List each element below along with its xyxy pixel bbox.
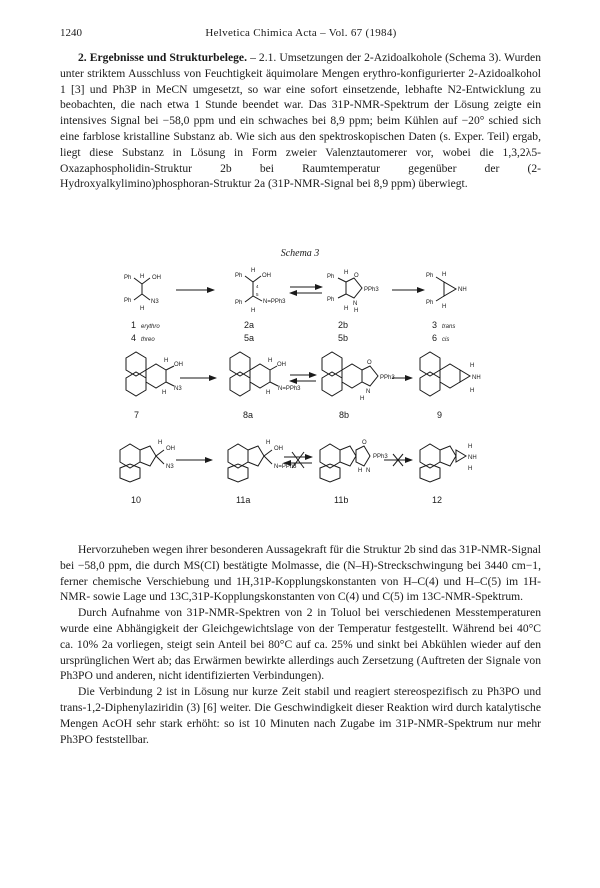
journal-title: Helvetica Chimica Acta – Vol. 67 (1984) bbox=[205, 27, 397, 39]
atom-label: H bbox=[251, 308, 256, 314]
atom-label: Ph bbox=[235, 273, 243, 279]
atom-label: OH bbox=[262, 273, 271, 279]
atom-label: N3 bbox=[151, 299, 159, 305]
paragraph-4: Die Verbindung 2 ist in Lösung nur kurze Zeit stabil und reagiert stereospezifisch zu Ph3PO und trans-1,2-Diphenylaziridin (3) [6] weiter. Die Geschwindigkeit dieser Reaktion wird durch katalytische Mengen AcOH sehr stark erhöht: so ist 10 Minuten nach Zugabe im 31P-NMR-Spektrum nur mehr Ph3PO feststellbar. bbox=[60, 685, 541, 746]
atom-label: H bbox=[158, 440, 163, 446]
atom-label: H bbox=[470, 388, 475, 394]
paragraph-1: – 2.1. Umsetzungen der 2-Azidoalkohole (Schema 3). Wurden unter striktem Ausschluss von Feuchtigkeit äquimolare Mengen erythro-konfigurierter 2-Azidoalkohol 1 [3] und Ph3P in MeCN umgesetzt, so war eine sofort einsetzende, lebhafte N2-Entwicklung zu beobachten, die nach etwa 1 Stunde beendet war. Das 31P-NMR-Spektrum der Lösung zeigte ein intensives Signal bei −58,0 ppm und ein schwaches bei 8,9 ppm; beim Kühlen auf −20° schied sich eine farblose kristalline Substanz ab. Wie sich aus den spektroskopischen Daten (s. Exper. Teil) ergab, liegt diese Substanz in Lösung in Form zweier Valenztautomerer vor, wobei die 1,3,2λ5-Oxazaphospholidin-Struktur 2b bei Raumtemperatur gegenüber der (2-Hydroxyalkylimino)phosphoran-Struktur 2a (31P-NMR-Signal bei 8,9 ppm) überwiegt. bbox=[60, 51, 542, 191]
atom-label: H bbox=[162, 390, 167, 396]
atom-label: H bbox=[470, 363, 475, 369]
atom-label: O bbox=[362, 440, 367, 446]
atom-label: Ph bbox=[426, 273, 434, 279]
atom-label: NH bbox=[472, 375, 481, 381]
atom-label: N=PPh3 bbox=[263, 299, 286, 305]
compound-number: 3 bbox=[432, 320, 438, 330]
atom-label: O bbox=[367, 360, 372, 366]
atom-label: N bbox=[353, 301, 358, 307]
atom-label: H bbox=[354, 308, 359, 314]
compound-number: 6 bbox=[432, 333, 438, 343]
atom-label: OH bbox=[277, 362, 286, 368]
structure-1 bbox=[134, 278, 150, 300]
compound-descriptor: cis bbox=[442, 337, 450, 343]
atom-label: H bbox=[251, 268, 256, 274]
atom-locant: 5 bbox=[256, 292, 259, 297]
atom-locant: 4 bbox=[256, 284, 259, 289]
atom-label: Ph bbox=[327, 274, 335, 280]
structure-2a bbox=[245, 276, 262, 302]
compound-number: 11b bbox=[334, 495, 349, 505]
atom-label: N=PPh3 bbox=[278, 386, 301, 392]
atom-label: O bbox=[354, 273, 359, 279]
atom-label: Ph bbox=[327, 297, 335, 303]
compound-number: 11a bbox=[236, 495, 251, 505]
atom-label: PPh3 bbox=[380, 375, 395, 381]
atom-label: H bbox=[468, 444, 473, 450]
atom-label: H bbox=[442, 304, 447, 310]
paragraph-3: Durch Aufnahme von 31P-NMR-Spektren von 2 in Toluol bei verschiedenen Messtemperaturen wurde eine Abhängigkeit der Gleichgewichtslage von der Temperatur festgestellt. Während bei 40°C ca. 10% 2a vorliegen, steigt sein Anteil bei 80°C auf ca. 25% und sinkt bei Abkühlen wieder auf den ursprünglichen Wert ab; das Erwärmen bewirkte allerdings auch Zersetzung (Auftreten der Signale von Ph3PO und anderen, nicht identifizierten Verbindungen). bbox=[60, 606, 541, 683]
atom-label: H bbox=[344, 306, 349, 312]
atom-label: H bbox=[140, 306, 145, 312]
paragraph-2: Hervorzuheben wegen ihrer besonderen Aussagekraft für die Struktur 2b sind das 31P-NMR-Signal bei −58,0 ppm, die durch MS(CI) bestätigte Molmasse, die (N–H)-Streckschwingung bei 3440 cm−1, ferner chemische Verschiebung und 1H,31P-Kopplungskonstanten von H–C(4) und H–C(5) im 1H-NMR- sowie Lage und 13C,31P-Kopplungskonstanten von C(4) und C(5) im 13C-NMR-Spektrum. bbox=[60, 543, 541, 604]
atom-label: Ph bbox=[235, 300, 243, 306]
atom-label: N=PPh3 bbox=[274, 464, 297, 470]
page-number: 1240 bbox=[60, 27, 82, 39]
atom-label: N bbox=[366, 389, 371, 395]
compound-number: 4 bbox=[131, 333, 137, 343]
compound-number: 5b bbox=[338, 333, 349, 343]
compound-number: 12 bbox=[432, 495, 443, 505]
compound-descriptor: erythro bbox=[141, 324, 160, 330]
compound-number: 8b bbox=[339, 410, 350, 420]
compound-number: 5a bbox=[244, 333, 255, 343]
atom-label: Ph bbox=[426, 300, 434, 306]
section-paragraph bbox=[60, 50, 541, 192]
structure-9 bbox=[420, 352, 470, 396]
compound-descriptor: trans bbox=[442, 324, 456, 330]
atom-label: H bbox=[468, 466, 473, 472]
atom-label: Ph bbox=[124, 298, 132, 304]
structure-3 bbox=[436, 277, 456, 301]
page-header bbox=[60, 27, 542, 41]
atom-label: PPh3 bbox=[364, 287, 379, 293]
atom-label: N bbox=[366, 468, 371, 474]
atom-label: H bbox=[266, 440, 271, 446]
schema-title: Schema 3 bbox=[280, 248, 320, 259]
atom-label: N3 bbox=[166, 464, 174, 470]
structure-10 bbox=[120, 444, 164, 482]
atom-label: H bbox=[442, 272, 447, 278]
atom-label: PPh3 bbox=[373, 454, 388, 460]
reaction-scheme bbox=[0, 260, 600, 528]
atom-label: N3 bbox=[174, 386, 182, 392]
atom-label: H bbox=[360, 396, 365, 402]
atom-label: H bbox=[268, 358, 273, 364]
compound-number: 2a bbox=[244, 320, 255, 330]
atom-label: H bbox=[266, 390, 271, 396]
atom-label: OH bbox=[152, 275, 161, 281]
compound-number: 9 bbox=[437, 410, 443, 420]
compound-number: 7 bbox=[134, 410, 140, 420]
structure-11b bbox=[320, 444, 370, 482]
compound-number: 2b bbox=[338, 320, 349, 330]
atom-label: OH bbox=[274, 446, 283, 452]
section-heading: 2. Ergebnisse und Strukturbelege. bbox=[78, 51, 247, 64]
atom-label: NH bbox=[458, 287, 467, 293]
structure-11a bbox=[228, 444, 272, 482]
atom-label: OH bbox=[174, 362, 183, 368]
atom-label: H bbox=[164, 358, 169, 364]
structure-12 bbox=[420, 444, 466, 482]
compound-descriptor: threo bbox=[141, 337, 155, 343]
atom-label: H bbox=[358, 468, 363, 474]
atom-label: Ph bbox=[124, 275, 132, 281]
atom-label: H bbox=[140, 274, 145, 280]
compound-number: 10 bbox=[131, 495, 142, 505]
compound-number: 1 bbox=[131, 320, 137, 330]
results-body bbox=[60, 542, 541, 747]
atom-label: H bbox=[344, 270, 349, 276]
atom-label: OH bbox=[166, 446, 175, 452]
compound-number: 8a bbox=[243, 410, 254, 420]
atom-label: NH bbox=[468, 455, 477, 461]
structure-2b bbox=[338, 278, 362, 298]
